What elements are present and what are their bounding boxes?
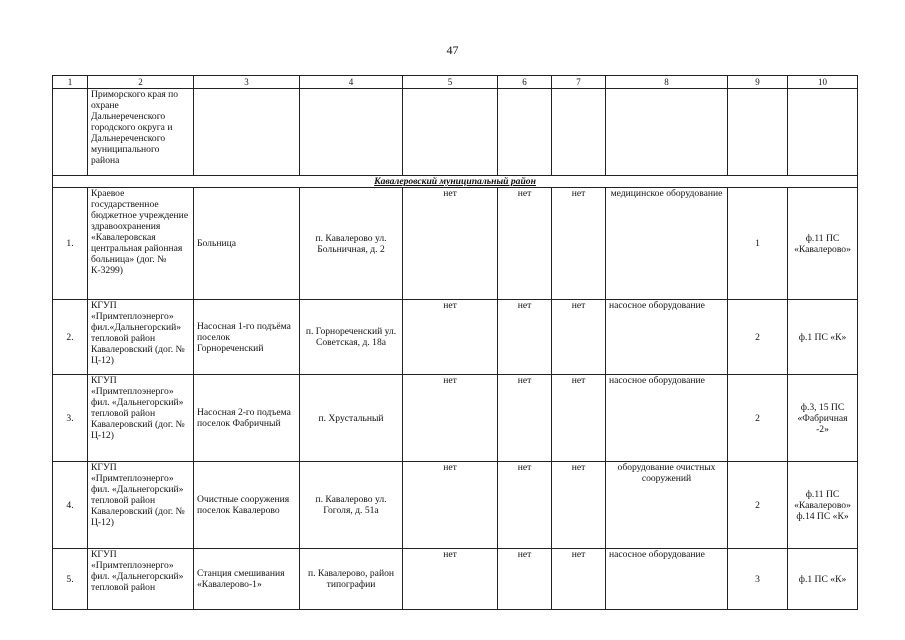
table-row — [53, 188, 858, 300]
object-cell: Насосная 1-го подъёма поселок Горнореченский — [194, 300, 300, 375]
equipment-cell: медицинское оборудование — [606, 188, 728, 300]
feeder-cell: ф.1 ПС «К» — [788, 549, 858, 610]
flag-cell: нет — [552, 300, 606, 375]
flag-cell: нет — [403, 188, 498, 300]
address-cell: п. Кавалерово, район типографии — [300, 549, 403, 610]
flag-cell: нет — [403, 549, 498, 610]
object-cell: Станция смешивания «Кавалерово-1» — [194, 549, 300, 610]
column-number: 9 — [728, 76, 788, 89]
feeder-cell: ф.1 ПС «К» — [788, 300, 858, 375]
continuation-row — [53, 89, 858, 176]
address-cell: п. Горнореченский ул. Советская, д. 18а — [300, 300, 403, 375]
flag-cell: нет — [403, 375, 498, 462]
object-cell: Насосная 2-го подъема поселок Фабричный — [194, 375, 300, 462]
table-cell — [606, 89, 728, 176]
equipment-cell: насосное оборудование — [606, 375, 728, 462]
flag-cell: нет — [498, 300, 552, 375]
column-number: 7 — [552, 76, 606, 89]
org-cell: Приморского края по охране Дальнереченского городского округа и Дальнереченского муниципального района — [88, 89, 194, 176]
category-cell: 2 — [728, 462, 788, 549]
table-cell — [498, 89, 552, 176]
feeder-cell: ф.11 ПС «Кавалерово» — [788, 188, 858, 300]
table-cell — [728, 89, 788, 176]
row-number: 1. — [53, 188, 88, 300]
row-number: 5. — [53, 549, 88, 610]
table-row — [53, 549, 858, 610]
flag-cell: нет — [498, 375, 552, 462]
document-table — [52, 75, 858, 610]
row-number: 3. — [53, 375, 88, 462]
table-cell — [53, 89, 88, 176]
column-number: 6 — [498, 76, 552, 89]
column-number: 2 — [88, 76, 194, 89]
column-number: 4 — [300, 76, 403, 89]
district-title: Кавалеровский муниципальный район — [53, 176, 858, 188]
table-cell — [300, 89, 403, 176]
column-number: 5 — [403, 76, 498, 89]
district-row — [53, 176, 858, 188]
table-cell — [788, 89, 858, 176]
equipment-cell: насосное оборудование — [606, 300, 728, 375]
page-number: 47 — [446, 43, 459, 57]
flag-cell: нет — [552, 375, 606, 462]
feeder-cell: ф.3, 15 ПС «Фабричная -2» — [788, 375, 858, 462]
table-row — [53, 300, 858, 375]
object-cell: Очистные сооружения поселок Кавалерово — [194, 462, 300, 549]
table-cell — [194, 89, 300, 176]
flag-cell: нет — [552, 188, 606, 300]
org-cell: Краевое государственное бюджетное учреждение здравоохранения «Кавалеровская центральная районная больница» (дог. № К-3299) — [88, 188, 194, 300]
org-cell: КГУП «Примтеплоэнерго» фил. «Дальнегорский» тепловой район — [88, 549, 194, 610]
flag-cell: нет — [403, 300, 498, 375]
address-cell: п. Кавалерово ул. Больничная, д. 2 — [300, 188, 403, 300]
feeder-cell: ф.11 ПС «Кавалерово» ф.14 ПС «К» — [788, 462, 858, 549]
flag-cell: нет — [498, 188, 552, 300]
flag-cell: нет — [498, 462, 552, 549]
column-number: 8 — [606, 76, 728, 89]
equipment-cell: оборудование очистных сооружений — [606, 462, 728, 549]
flag-cell: нет — [498, 549, 552, 610]
column-number: 3 — [194, 76, 300, 89]
flag-cell: нет — [552, 549, 606, 610]
category-cell: 1 — [728, 188, 788, 300]
table-cell — [552, 89, 606, 176]
column-number-row — [53, 76, 858, 89]
org-cell: КГУП «Примтеплоэнерго» фил. «Дальнегорский» тепловой район Кавалеровский (дог. № Ц-12) — [88, 375, 194, 462]
category-cell: 2 — [728, 300, 788, 375]
flag-cell: нет — [552, 462, 606, 549]
column-number: 1 — [53, 76, 88, 89]
table-cell — [403, 89, 498, 176]
flag-cell: нет — [403, 462, 498, 549]
table-row — [53, 375, 858, 462]
org-cell: КГУП «Примтеплоэнерго» фил. «Дальнегорский» тепловой район Кавалеровский (дог. № Ц-12) — [88, 462, 194, 549]
row-number: 4. — [53, 462, 88, 549]
address-cell: п. Хрустальный — [300, 375, 403, 462]
category-cell: 3 — [728, 549, 788, 610]
equipment-cell: насосное оборудование — [606, 549, 728, 610]
object-cell: Больница — [194, 188, 300, 300]
category-cell: 2 — [728, 375, 788, 462]
address-cell: п. Кавалерово ул. Гоголя, д. 51а — [300, 462, 403, 549]
org-cell: КГУП «Примтеплоэнерго» фил.«Дальнегорский» тепловой район Кавалеровский (дог. № Ц-12) — [88, 300, 194, 375]
table-row — [53, 462, 858, 549]
row-number: 2. — [53, 300, 88, 375]
column-number: 10 — [788, 76, 858, 89]
